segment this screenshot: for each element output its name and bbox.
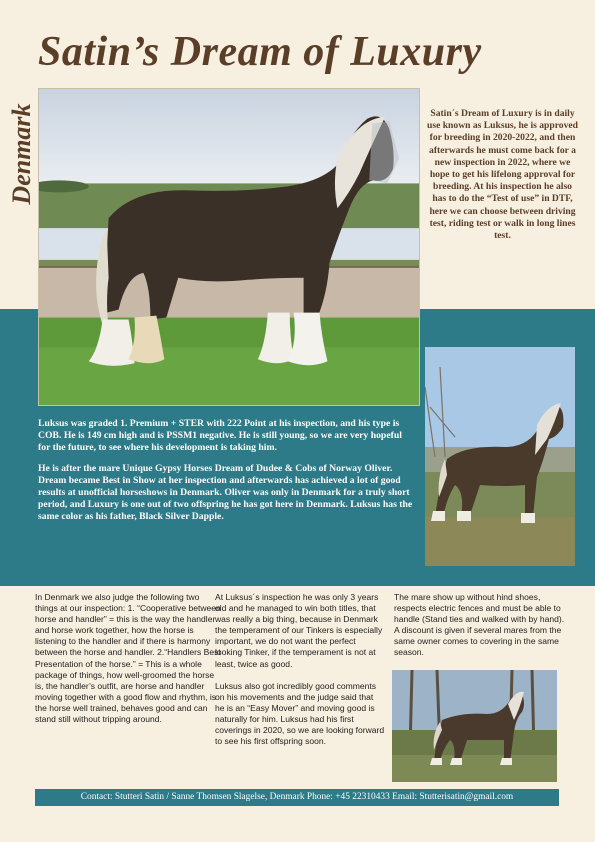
judging-paragraph: In Denmark we also judge the following two things at our inspection: 1. “Cooperative between horse and handler” = this is the way the handler and horse work together, how the horse is listening to the handler and if there is harmony between the horse and handler. 2.“Handlers Best Presentation of the horse.” = This is a whole package of things, how well-groomed the horse is, the handler’s outfit, are horse and handler moving together with a good flow and rhythm, is the horse well trained, behaves good and can stand still without tripping around. xyxy=(35,592,221,725)
page-title: Satin’s Dream of Luxury xyxy=(38,29,482,75)
inspection-paragraph: Luksus was graded 1. Premium + STER with 222 Point at his inspection, and his type is COB. He is 149 cm high and is PSSM1 negative. He is still young, so we are very hopeful for the future, to see where his development is taking him. xyxy=(38,418,402,453)
trotting-horse-photo xyxy=(425,347,575,566)
intro-text: Satin´s Dream of Luxury is in daily use known as Luksus, he is approved for breeding in 2020-2022, and then afterwards he must come back for a new inspection in 2022, where we hope to get his lifelong approval for breeding. At his inspection he also has to do the “Test of use” in DTF, here we can choose between driving test, riding test or walk in long lines test. xyxy=(427,108,578,242)
pedigree-paragraph: He is after the mare Unique Gypsy Horses Dream of Dudee & Cobs of Norway Oliver. Dream became Best in Show at her inspection and afterwards has achieved a lot of good results at unofficial horseshows in Denmark. Oliver was only in Denmark for a truly short period, and Luxury is one out of two offspring he has got here in Denmark. Luksus has the same color as his father, Black Silver Dapple. xyxy=(38,463,413,522)
titles-paragraph: At Luksus´s inspection he was only 3 years old and he managed to win both titles, that was really a big thing, because in Denmark the temperament of our Tinkers is especially important, we do not want the perfect looking Tinker, if the temperament is not at least, twice as good. xyxy=(215,592,383,669)
mare-rules-paragraph: The mare show up without hind shoes, respects electric fences and must be able to handle (Stand ties and walked with by hand). A discount is given if several mares from the same owner comes to covering in the same season. xyxy=(394,592,565,658)
column-1 xyxy=(35,592,221,736)
contact-footer: Contact: Stutteri Satin / Sanne Thomsen Slagelse, Denmark Phone: +45 22310433 Email: Stutterisatin@gmail.com xyxy=(35,789,559,806)
column-3 xyxy=(394,592,569,670)
main-horse-photo xyxy=(38,88,420,406)
movement-paragraph: Luksus also got incredibly good comments on his movements and the judge said that he is an “Easy Mover” and moving good is naturally for him. Luksus had his first coverings in 2020, so we are looking forward to see his first offspring soon. xyxy=(215,680,385,747)
teal-section-text xyxy=(38,418,416,532)
country-label-text: Denmark xyxy=(7,103,36,205)
country-label xyxy=(6,95,38,213)
column-2 xyxy=(215,592,385,758)
paddock-horse-photo xyxy=(392,670,557,782)
